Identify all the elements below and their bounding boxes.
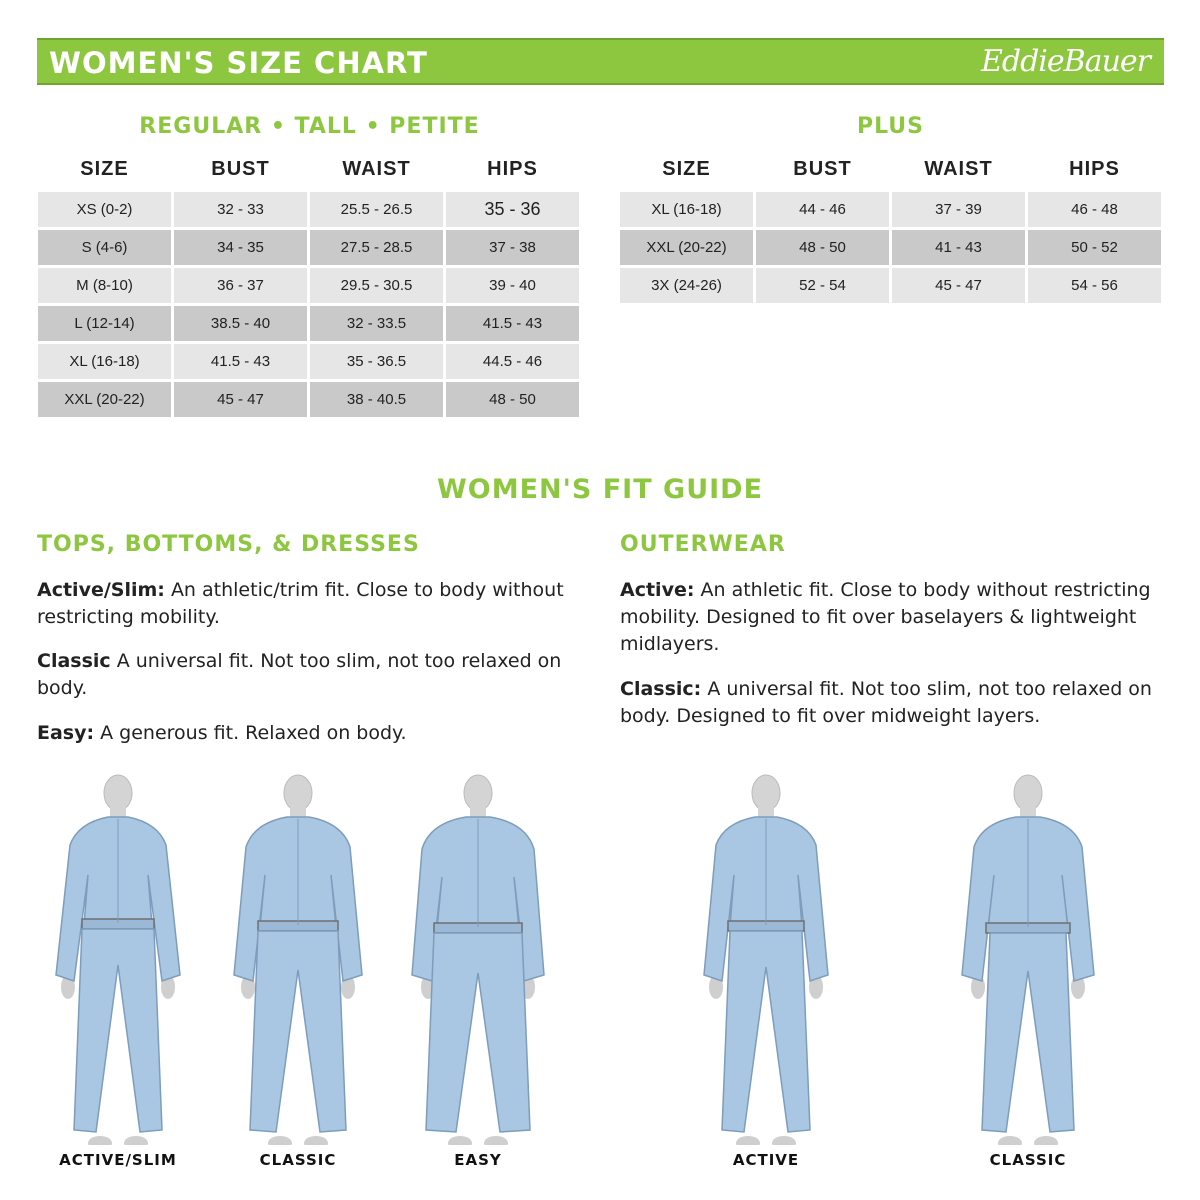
table-cell: 35 - 36.5 xyxy=(310,344,443,379)
column-header: SIZE xyxy=(80,157,129,180)
fit-term: Active: xyxy=(620,579,695,601)
column-header: HIPS xyxy=(487,157,538,180)
table-cell: 50 - 52 xyxy=(1028,230,1161,265)
fit-term: Active/Slim: xyxy=(37,579,165,601)
table-cell: 54 - 56 xyxy=(1028,268,1161,303)
regular-size-table xyxy=(35,146,582,420)
fit-desc: An athletic fit. Close to body without restricting mobility. Designed to fit over baselayers & lightweight midlayers. xyxy=(620,579,1151,655)
table-cell: 38.5 - 40 xyxy=(174,306,307,341)
fit-description-outerwear-classic xyxy=(620,676,1165,730)
table-cell: S (4-6) xyxy=(38,230,171,265)
table-cell: 48 - 50 xyxy=(446,382,579,417)
figure-label-outerwear-classic: CLASSIC xyxy=(989,1151,1067,1169)
table-cell: 44 - 46 xyxy=(756,192,889,227)
fit-desc: A universal fit. Not too slim, not too relaxed on body. Designed to fit over midweight layers. xyxy=(620,678,1152,727)
table-cell: 34 - 35 xyxy=(174,230,307,265)
table-row xyxy=(38,382,579,417)
table-row xyxy=(38,268,579,303)
table-row xyxy=(620,268,1161,303)
fit-term: Classic: xyxy=(620,678,702,700)
figure-easy xyxy=(412,775,544,1145)
table-cell: XXL (20-22) xyxy=(38,382,171,417)
table-cell: XL (16-18) xyxy=(620,192,753,227)
figure-active-slim xyxy=(56,775,180,1145)
column-header: BUST xyxy=(211,157,270,180)
table-cell: 46 - 48 xyxy=(1028,192,1161,227)
table-cell: 27.5 - 28.5 xyxy=(310,230,443,265)
table-cell: 45 - 47 xyxy=(174,382,307,417)
table-cell: 32 - 33 xyxy=(174,192,307,227)
fit-description-classic xyxy=(37,648,577,702)
table-row xyxy=(38,192,579,227)
table-cell: 36 - 37 xyxy=(174,268,307,303)
fit-description-outerwear-active xyxy=(620,577,1165,658)
header-banner xyxy=(37,38,1164,85)
table-cell: 41.5 - 43 xyxy=(174,344,307,379)
table-cell: XXL (20-22) xyxy=(620,230,753,265)
table-cell: 41.5 - 43 xyxy=(446,306,579,341)
figure-outerwear-classic xyxy=(962,775,1094,1145)
table-row xyxy=(620,230,1161,265)
table-row xyxy=(38,306,579,341)
table-row xyxy=(38,344,579,379)
column-header: SIZE xyxy=(662,157,711,180)
figure-label-outerwear-active: ACTIVE xyxy=(732,1151,800,1169)
table-row xyxy=(620,192,1161,227)
table-cell: 45 - 47 xyxy=(892,268,1025,303)
outerwear-heading: OUTERWEAR xyxy=(620,532,786,557)
fit-term: Easy: xyxy=(37,722,95,744)
table-row xyxy=(38,230,579,265)
plus-table-title: PLUS xyxy=(856,114,925,139)
column-header: HIPS xyxy=(1069,157,1120,180)
column-header: WAIST xyxy=(924,157,993,180)
table-cell: 29.5 - 30.5 xyxy=(310,268,443,303)
table-cell: 35 - 36 xyxy=(446,192,579,227)
fit-description-easy xyxy=(37,720,577,747)
plus-size-table xyxy=(617,146,1164,306)
figure-label-classic: CLASSIC xyxy=(259,1151,337,1169)
table-cell: 38 - 40.5 xyxy=(310,382,443,417)
table-cell: 52 - 54 xyxy=(756,268,889,303)
figure-classic xyxy=(234,775,362,1145)
fit-desc: A generous fit. Relaxed on body. xyxy=(100,722,407,744)
table-cell: 25.5 - 26.5 xyxy=(310,192,443,227)
fit-guide-title: WOMEN'S FIT GUIDE xyxy=(436,474,764,505)
table-cell: XS (0-2) xyxy=(38,192,171,227)
fit-desc: A universal fit. Not too slim, not too relaxed on body. xyxy=(37,650,562,699)
table-cell: XL (16-18) xyxy=(38,344,171,379)
figure-outerwear-active xyxy=(704,775,828,1145)
fit-figures xyxy=(0,770,1200,1145)
brand-logo: EddieBauer xyxy=(980,44,1150,79)
fit-term: Classic xyxy=(37,650,111,672)
table-cell: 3X (24-26) xyxy=(620,268,753,303)
column-header: BUST xyxy=(793,157,852,180)
table-cell: 32 - 33.5 xyxy=(310,306,443,341)
table-cell: 39 - 40 xyxy=(446,268,579,303)
fit-description-active-slim xyxy=(37,577,577,631)
figure-label-active-slim: ACTIVE/SLIM xyxy=(59,1151,177,1169)
table-cell: 37 - 39 xyxy=(892,192,1025,227)
tops-heading: TOPS, BOTTOMS, & DRESSES xyxy=(37,532,420,557)
figure-label-easy: EASY xyxy=(454,1151,502,1169)
table-cell: L (12-14) xyxy=(38,306,171,341)
column-header: WAIST xyxy=(342,157,411,180)
table-cell: 48 - 50 xyxy=(756,230,889,265)
table-cell: 41 - 43 xyxy=(892,230,1025,265)
regular-table-title: REGULAR • TALL • PETITE xyxy=(139,114,480,139)
fit-desc: An athletic/trim fit. Close to body without restricting mobility. xyxy=(37,579,564,628)
table-cell: 37 - 38 xyxy=(446,230,579,265)
table-cell: M (8-10) xyxy=(38,268,171,303)
table-cell: 44.5 - 46 xyxy=(446,344,579,379)
page-title: WOMEN'S SIZE CHART xyxy=(49,46,428,80)
